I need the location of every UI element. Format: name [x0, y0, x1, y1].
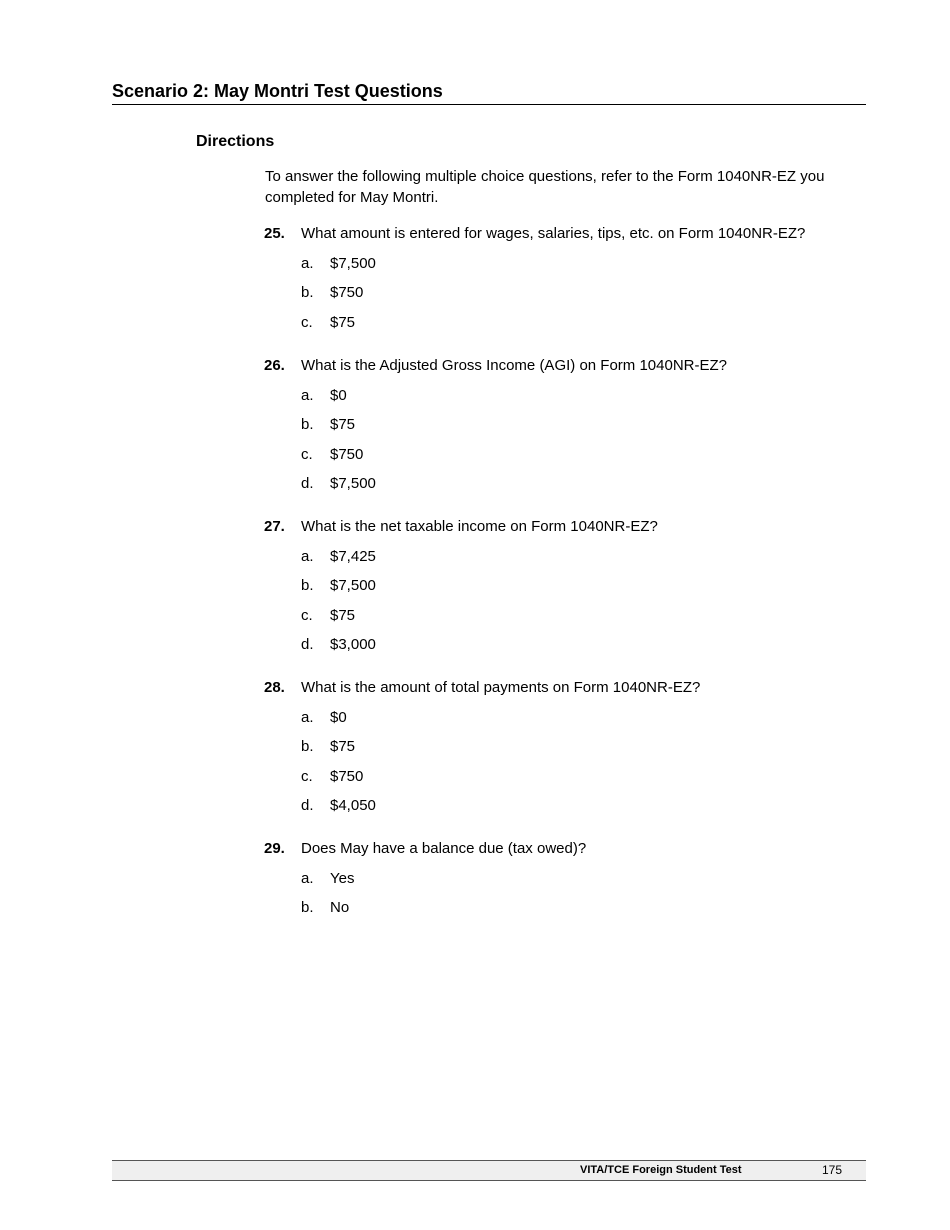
answer-option: [301, 386, 864, 406]
option-letter: b.: [301, 284, 314, 301]
option-text: $750: [330, 767, 364, 785]
option-text: Yes: [330, 869, 355, 887]
question-number: 28.: [264, 679, 285, 696]
answer-option: [301, 796, 864, 816]
option-text: $3,000: [330, 636, 376, 653]
question-number: 27.: [264, 518, 285, 535]
answer-option: [301, 254, 864, 274]
question-text: What amount is entered for wages, salaries, tips, etc. on Form 1040NR-EZ?: [301, 225, 806, 242]
directions-heading: Directions: [196, 133, 275, 150]
question-text: What is the net taxable income on Form 1040NR-EZ?: [301, 518, 658, 535]
question-28: [264, 678, 864, 816]
question-25: [264, 224, 864, 333]
question-text: What is the amount of total payments on Form 1040NR-EZ?: [301, 679, 701, 696]
question-number: 26.: [264, 357, 285, 374]
answer-option: [301, 635, 864, 655]
option-letter: b.: [301, 416, 314, 433]
option-letter: c.: [301, 445, 313, 463]
option-letter: a.: [301, 869, 314, 887]
answer-option: [301, 708, 864, 728]
option-text: $75: [330, 738, 356, 755]
answer-option: [301, 547, 864, 567]
answer-option: [301, 474, 864, 494]
question-26: [264, 356, 864, 494]
option-letter: a.: [301, 547, 314, 565]
page-number: 175: [822, 1163, 843, 1177]
answer-option: [301, 737, 864, 757]
option-letter: d.: [301, 797, 314, 814]
answer-option: [301, 445, 864, 465]
option-text: $7,425: [330, 547, 376, 565]
page-footer: [112, 1160, 866, 1181]
option-text: $750: [330, 284, 364, 301]
option-letter: b.: [301, 738, 314, 755]
option-letter: a.: [301, 254, 314, 272]
question-text: What is the Adjusted Gross Income (AGI) on Form 1040NR-EZ?: [301, 357, 727, 374]
option-text: $75: [330, 606, 356, 624]
page-title: Scenario 2: May Montri Test Questions: [112, 80, 866, 105]
question-text: Does May have a balance due (tax owed)?: [301, 840, 587, 857]
option-text: $7,500: [330, 475, 376, 492]
answer-option: [301, 606, 864, 626]
answer-option: [301, 767, 864, 787]
question-27: [264, 517, 864, 655]
option-text: $0: [330, 386, 347, 404]
question-number: 25.: [264, 225, 285, 242]
option-text: $75: [330, 416, 356, 433]
question-29: [264, 839, 864, 918]
answer-option: [301, 576, 864, 596]
option-text: $7,500: [330, 577, 376, 594]
option-letter: b.: [301, 577, 314, 594]
option-letter: b.: [301, 899, 314, 916]
option-letter: d.: [301, 475, 314, 492]
answer-option: [301, 313, 864, 333]
question-number: 29.: [264, 840, 285, 857]
option-text: $4,050: [330, 797, 376, 814]
option-text: $7,500: [330, 254, 376, 272]
option-text: $0: [330, 708, 347, 726]
answer-option: [301, 869, 864, 889]
answer-option: [301, 283, 864, 303]
answer-option: [301, 415, 864, 435]
option-letter: a.: [301, 708, 314, 726]
option-letter: a.: [301, 386, 314, 404]
option-text: No: [330, 899, 350, 916]
answer-option: [301, 898, 864, 918]
option-letter: c.: [301, 606, 313, 624]
option-letter: c.: [301, 313, 313, 331]
option-letter: c.: [301, 767, 313, 785]
directions-text: To answer the following multiple choice questions, refer to the Form 1040NR-EZ you completed for May Montri.: [265, 168, 825, 206]
option-text: $75: [330, 313, 356, 331]
option-letter: d.: [301, 636, 314, 653]
footer-title: VITA/TCE Foreign Student Test: [580, 1164, 742, 1176]
option-text: $750: [330, 445, 364, 463]
